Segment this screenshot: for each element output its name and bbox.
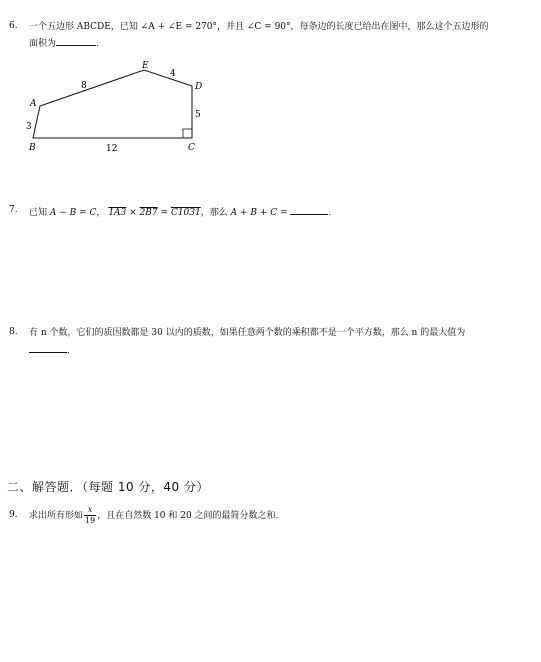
pentagon-figure	[20, 58, 210, 158]
vertex-label-d: D	[195, 82, 203, 92]
question-text-line2	[29, 36, 105, 50]
side-length-dc: 5	[195, 110, 201, 120]
answer-blank	[290, 205, 328, 215]
question-middle: ，那么	[200, 208, 228, 218]
vertex-label-c: C	[188, 143, 195, 153]
question-suffix: ，且在自然数 10 和 20 之间的最简分数之和．	[97, 511, 285, 521]
section-title: 二、解答题．（每题 10 分，40 分）	[7, 480, 209, 494]
equation-a-minus-b: A − B = C	[49, 208, 97, 218]
question-number: 6.	[9, 21, 18, 31]
question-prefix: 已知	[29, 208, 48, 218]
punctuation: ．	[328, 208, 338, 218]
pentagon-shape	[33, 70, 192, 138]
question-number: 9.	[9, 510, 18, 520]
question-number: 7.	[9, 205, 18, 215]
punctuation: ．	[67, 346, 77, 356]
fraction-denominator: 19	[85, 516, 96, 525]
side-length-ed: 4	[170, 69, 176, 79]
number-1a3: 1A3	[108, 208, 127, 218]
number-c1031: C1031	[170, 208, 201, 218]
number-2b7: 2B7	[139, 208, 158, 218]
equals-sign: =	[160, 208, 169, 218]
punctuation: ．	[96, 39, 106, 49]
fraction-numerator: x	[84, 505, 96, 516]
fraction	[84, 505, 96, 526]
question-number: 8.	[9, 327, 18, 337]
right-angle-mark	[183, 129, 192, 138]
answer-blank	[56, 36, 96, 46]
question-text-line1: 有 n 个数，它们的质因数都是 30 以内的质数，如果任意两个数的乘积都不是一个平方数，那么 n 的最大值为	[29, 328, 466, 338]
question-text: 面积为	[29, 39, 57, 49]
separator: ，	[96, 208, 106, 218]
vertex-label-a: A	[30, 99, 37, 109]
side-length-ab: 3	[26, 122, 32, 132]
sum-expression: A + B + C =	[230, 208, 288, 218]
times-sign: ×	[129, 208, 137, 218]
answer-blank	[29, 343, 67, 353]
vertex-label-e: E	[142, 61, 149, 71]
question-text-line2	[29, 343, 76, 357]
question-prefix: 求出所有形如	[29, 511, 84, 521]
question-text	[29, 205, 337, 219]
question-text	[29, 502, 285, 530]
side-length-bc: 12	[106, 144, 118, 154]
vertex-label-b: B	[29, 143, 36, 153]
side-length-ae: 8	[81, 81, 87, 91]
question-text-line1: 一个五边形 ABCDE，已知 ∠A + ∠E = 270°，并且 ∠C = 90°，每条边的长度已给出在图中，那么这个五边形的	[29, 22, 489, 32]
